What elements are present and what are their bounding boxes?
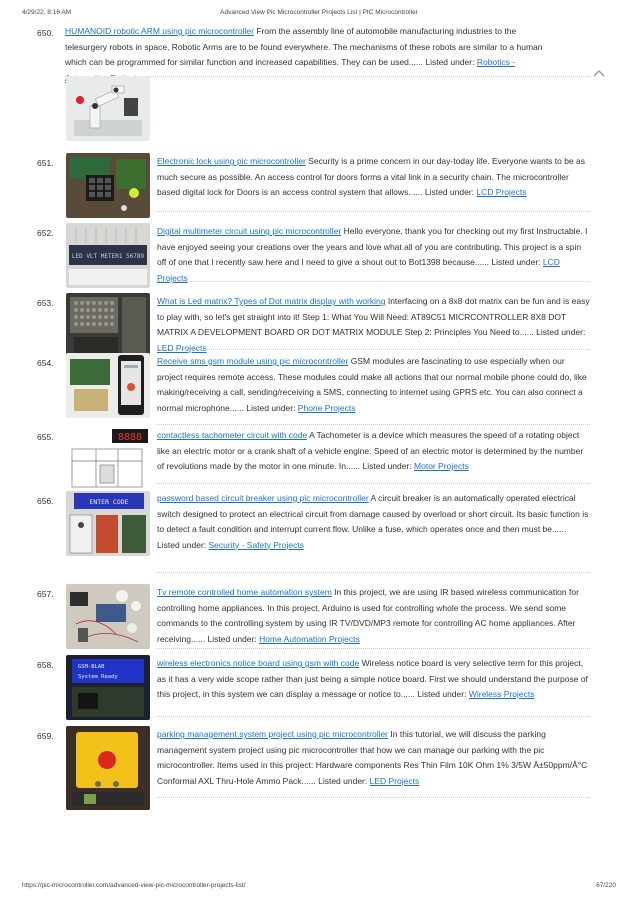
entry-title-link[interactable]: Digital multimeter circuit using pic microcontroller	[157, 226, 342, 236]
entry-number: 653.	[37, 298, 54, 308]
notice-lcd-line1: GSM-BLAB	[78, 664, 105, 670]
separator	[157, 424, 590, 425]
entry-description: Interfacing on a 8x8 dot matrix can be fun and is easy to play with, so let's get straight into it! Step 1: What You Will Need: AT89C51 MICRCONTROLLER 8X8 DOT MATRIX A DEVELOPMENT BOARD OR DOT MATRIX MODULE Step 2: Principles You Need to...... Listed under:	[157, 296, 590, 337]
entry-thumbnail-tachometer	[66, 427, 150, 492]
entry-number: 652.	[37, 228, 54, 238]
separator	[157, 797, 590, 798]
separator	[157, 211, 590, 212]
entry-text	[157, 224, 590, 286]
entry-thumbnail-dot-matrix	[66, 293, 150, 358]
entry-description: In this tutorial, we will discuss the parking management system project using pic microcontroller that how we can manage our parking with the pic microcontroller. Items used in this project: Hardware components Res Thin Film 10K Ohm 1% 3/5W Â±50ppm/Â°C Conformal AXL Thru-Hole Ammo Pack...... Listed under:	[157, 729, 588, 786]
separator	[157, 648, 590, 649]
entry-category-link[interactable]: LED Projects	[157, 342, 207, 353]
entry-thumbnail-tv-remote-automation	[66, 584, 150, 649]
entry-text	[157, 656, 590, 703]
entry-thumbnail-robotic-arm	[66, 76, 150, 141]
print-page-number: 67/220	[596, 882, 616, 889]
entry-text	[157, 585, 590, 647]
entry-category-link[interactable]: Security - Safety Projects	[208, 539, 304, 550]
entry-text	[157, 727, 590, 789]
entry-thumbnail-notice-board	[66, 655, 150, 720]
entry-thumbnail-gsm-sms	[66, 353, 150, 418]
print-datetime: 4/29/22, 8:16 AM	[22, 9, 72, 16]
scroll-up-chevron-icon[interactable]	[592, 68, 606, 78]
entry-text	[157, 491, 590, 553]
entry-description: From the assembly line of automobile manufacturing industries to the telesurgery robots in space, Robotic Arms are to be found everywhere. The mechanisms of these robots are similar to a human which can be programmed for similar function and increased capabilities. They can be used...... Listed under:	[65, 26, 543, 67]
entry-category-link[interactable]: LED Projects	[369, 775, 420, 786]
entry-thumbnail-electronic-lock	[66, 153, 150, 218]
entry-number: 657.	[37, 589, 54, 599]
entry-category-link[interactable]: LCD Projects	[476, 187, 527, 197]
entry-category-link[interactable]: Phone Projects	[297, 402, 356, 413]
separator	[157, 281, 590, 282]
multimeter-lcd-text: LED VLT METER1 56789	[71, 253, 145, 260]
entry-number: 659.	[37, 731, 54, 741]
separator	[157, 483, 590, 484]
entry-thumbnail-digital-multimeter	[66, 223, 150, 288]
entry-title-link[interactable]: wireless electronics notice board using gsm with code	[157, 658, 360, 668]
entry-title-link[interactable]: password based circuit breaker using pic microcontroller	[157, 493, 369, 503]
separator	[157, 349, 590, 350]
entry-title-link[interactable]: HUMANOID robotic ARM using pic microcontroller	[65, 26, 254, 36]
entry-title-link[interactable]: What is Led matrix? Types of Dot matrix display with working	[157, 296, 386, 306]
enter-code-lcd-text: ENTER CODE	[89, 498, 129, 506]
entry-description: A circuit breaker is an automatically operated electrical switch designed to protect an electrical circuit from damage caused by overload or short circuit. Its basic function is to detect a fault condition and interrupt current flow. Unlike a fuse, which operates once and then must be...... Listed under:	[157, 493, 589, 550]
entry-thumbnail-parking-system	[66, 726, 150, 810]
entry-number: 656.	[37, 496, 54, 506]
entry-description: Hello everyone, thank you for checking out my first Instructable. I have enjoyed seeing your creations over the years and love what all of you are contributing. This project is a spin off of one that I recently saw here and I need to give a shout out to Bot1398 because...... Listed under:	[157, 226, 588, 267]
entry-text	[157, 354, 590, 416]
entry-description: Security is a prime concern in our day-today life. Everyone wants to be as much secure as possible. An access control for doors forms a vital link in a security chain. The microcontroller based digital lock for Doors is an access control system that allows...... Listed under:	[157, 156, 586, 197]
entry-category-link[interactable]: LCD Projects	[157, 257, 560, 283]
print-page-title: Advanced View Pic Microcontroller Projects List | PIC Microcontroller	[220, 9, 418, 16]
entry-description: In this project, we are using IR based wireless communication for controlling home appliances. In this project, Arduino is used for controlling whole the process. We send some commands to the controlling system by using IR TV/DVD/MP3 remote for controlling AC home appliances. After receiving...... Listed under:	[157, 587, 579, 644]
entry-number: 650.	[37, 28, 54, 38]
entry-description: GSM modules are fascinating to use especially when our project requires remote access. These modules could make all actions that our normal mobile phone could do, like making/receiving a call, sending/receiving a SMS, connecting to internet using GPRS etc. You can also connect a normal microphone...... Listed under:	[157, 356, 587, 413]
entry-title-link[interactable]: Electronic lock using pic microcontroller	[157, 156, 306, 166]
entry-title-link[interactable]: Receive sms gsm module using pic microcontroller	[157, 356, 349, 366]
entry-text	[157, 428, 590, 475]
entry-number: 654.	[37, 358, 54, 368]
separator	[157, 572, 590, 573]
entry-number: 655.	[37, 432, 54, 442]
entry-number: 651.	[37, 158, 54, 168]
entry-category-link[interactable]: Robotics -	[476, 57, 516, 67]
entry-thumbnail-password-breaker	[66, 491, 150, 556]
entry-description: A Tachometer is a device which measures the speed of a rotating object like an electric motor or a crank shaft of a vehicle engine. Speed of an electric motor is determined by the number of revolutions made by the motor in one minute. In...... Listed under:	[157, 430, 584, 471]
notice-lcd-line2: System Ready	[78, 674, 118, 680]
entry-title-link[interactable]: contactless tachometer circuit with code	[157, 430, 308, 440]
separator	[157, 716, 590, 717]
print-url: https://pic-microcontroller.com/advanced-view-pic-microcontroller-projects-list/	[22, 882, 246, 889]
entry-title-link[interactable]: parking management system project using pic microcontroller	[157, 729, 389, 739]
entry-category-link[interactable]: Wireless Projects	[468, 689, 535, 699]
entry-number: 658.	[37, 660, 54, 670]
entry-category-link[interactable]: Motor Projects	[414, 461, 469, 471]
entry-description: Wireless notice board is very selective term for this project, as it has a very wide scope rather than just being a simple notice board. First we should understand the purpose of this project, in this system we can display a message or notice to...... Listed under:	[157, 658, 588, 699]
entry-title-link[interactable]: Tv remote controlled home automation system	[157, 587, 332, 597]
entry-category-link[interactable]: Home Automation Projects	[259, 633, 360, 644]
tachometer-display-digits: 8888	[117, 432, 143, 443]
entry-text	[157, 154, 590, 201]
entry-text	[157, 294, 590, 356]
